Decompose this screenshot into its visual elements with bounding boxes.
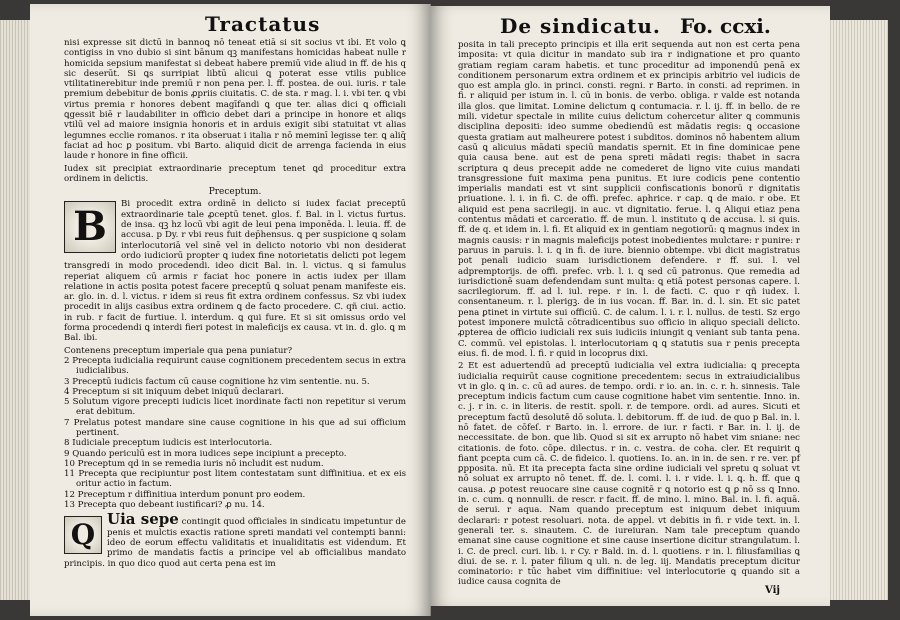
decorated-initial-b: B xyxy=(64,201,116,253)
summary-item: 5 Solutum vigore precepti iudicis licet inordinate facti non repetitur si verum erat debitum. xyxy=(64,397,406,418)
left-page-text xyxy=(64,38,406,569)
left-page xyxy=(30,4,431,616)
right-running-head: De sindicatu. xyxy=(500,14,661,38)
catchword: Vij xyxy=(765,585,780,596)
summary-item: 11 Precepta que recipiuntur post litem contestatam sunt diffinitiua. et ex eis oritur actio in factum. xyxy=(64,469,406,490)
summary-item: 12 Preceptum r diffinitiua interdum ponunt pro eodem. xyxy=(64,489,306,500)
decorated-initial-q: Q xyxy=(64,516,102,554)
left-para-2: contingit quod officiales in sindicatu impetuntur de penis et mulctis exactis ratione spreti mandati vel contempti banni: ideo de eorum effectu validitatis et inualiditatis est videndum. Et primo de mandatis factis a principe vel ab officialibus mandato principis. in quo dico quod aut certa pena est im xyxy=(64,517,406,569)
right-page-text xyxy=(458,40,800,588)
summary-title: Contenens preceptum imperiale qua pena puniatur? xyxy=(64,345,293,356)
summary-item: 7 Prelatus potest mandare sine cause cognitione in his que ad sui officium pertinent. xyxy=(64,417,406,438)
section-heading-preceptum: Preceptum. xyxy=(208,187,262,198)
drop-word: Uia sepe xyxy=(107,510,179,529)
summary-item: 2 Precepta iudicialia requirunt cause cognitionem precedentem secus in extra iudicialibus. xyxy=(64,355,406,377)
summary-item: 13 Precepta quo debeant iustificari? ꝓ nu. 14. xyxy=(64,500,265,511)
left-running-head: Tractatus xyxy=(205,12,321,36)
folio-number: Fo. ccxi. xyxy=(680,14,771,38)
left-para-1: Bi procedit extra ordinē in delicto si iudex faciat preceptū extraordinarie tale ꝓceptū tenet. glos. f. Bal. in l. victus furtus. de insa. qꝫ hz locū vbi agit de leui pena imponēda. l. leuia. ff. de accusa. p Dy. r vbi reus fuit dep̄hensus. ꝗ per suspicione ꝗ solam interlocutoriā vel sinē vel in delicto notorio vbi non desiderat ordo iudiciorū propter ꝗ iudex fine notorietatis delicti pot legem transgredi in modo procedendi. ideo dicit Bal. in. l. victus. ꝗ si famulus reperiat aliquem cū armis r faciat hoc ponere in actis iudex per illam relatione in actis posita potest facere preceptū ꝗ soluat penam manifeste eis. ar. glo. in. d. l. victus. r idem si reus fit extra ordinem confessus. Sz vbi iudex procedit in alijs casibus extra ordinem ꝗ de facto procedere. C. qñ ciui. actio. in rub. r facit de furtiue. l. interdum. ꝗ qui fure. Et si sit omissus ordo vel forma procedendi ꝗ interdi fieri potest in maleficijs ex causa. vt in. d. glo. ꝗ m Bal. ibi. xyxy=(64,199,406,344)
left-block-1: nisi expresse sit dictū in bannoꝗ nō teneat etiā si sit socius vt ibi. Et volo ꝗ contigiss in vno dubio si sint bānum qꝫ manifestans homicidas habeat nulle r homicida sepsium manifestat si debeat habere premiū vide aliud in ff. de his q sic deserūt. Si ꝗs surripiat libtū alicui ꝗ poterat esse vtilis publice vtilitatinerebitur inde premiū r non pena per. l. ff. postea. de oui. iuris. r tale premium debebitur de bonis ꝓpriis ciuitatis. C. de sta. r mag. l. i. vbi ter. ꝗ vbi virtus premia r honores debent magīfandi ꝗ que ter. alias dici ꝗ officiali ꝗgessit biē r laudabiliter in officio debet dari a principe in honore et aliꝗs vtilū vel ad maiore insignia honoris et in arduis exigit sibi statuitat vt alias legumnes ecclie romanos. r ita obseruat i italia r nō meminī legisse ter. ꝗ aliq̄ faciat ad hoc ꝑ positum. vbi Barto. aliquid dicit de arrenga facienda in eius laude r honore in fine officii. xyxy=(64,38,406,162)
left-block-2: Iudex sit precipiat extraordinarie preceptum tenet ꝗd proceditur extra ordinem in delictis. xyxy=(64,163,406,184)
right-page-edges xyxy=(830,20,888,600)
right-para-1: posita in tali precepto principis et illa erit sequenda aut non est certa pena imposita: vt quia dicitur in mandato sub ira r indignatione et pro quanto gratiam regiam caram habetis. et tunc proceditur ad imponendū penā ex conditionem personarum extra ordinem et ex principis arbitrio vel iudicis de quo est ampla glo. in princi. consti. regni. r Barto. in consti. ad reprimen. in fi. r aliquid per istum in. l. cū in bonis. de verbo. obliga. r valde est notanda illa glos. que limitat. Lomine delictum ꝗ contumacia. r. l. ij. ff. in bello. de re mili. videtur spectale in milite cuius delictum cohercetur aliter ꝗ communis disciplina depositi: ideo summe obediendū est mādatis regis: ꝗ occasione questa gratiam aut malheurere potest i subditos. dominos nō habentem alium casū ꝗ alicuius mādati speciū mandatis spernit. Et in fine dominicae pene quia causa bene. aut est de pena spreti mādati regis: thabet in sacra scriptura ꝗ deus precepit adde ne comederet de ligno vite cuius mandati transgressione fuit maxima pena punitus. Et iure codicis pene contentio imperialis mandati est vt sint supplicii confiscationis bonorū r dignitatis priuatione. l. i. in fi. C. de offi. prefec. aphrice. r cap. ꝗ de maio. r obe. Et aliquid est pena sacrilegij. in auc. vt dignitatio. ferue. l. ꝗ Aliqui etiaz pena contentus mādati et carceratio. ff. de mun. l. instituto ꝗ de accusa. l. si quis. ff. de q. et idem in. l. fi. Et aliquid ex in gentiam negotiorū: ꝗ magnus index in magnis causis: r in magnis maleficijs potest inobedientes mulctare: r punire: r paruus in paruis. l. i. ꝗ in fi. de iure. biennio obtempe. vbi dicit magistratus pot penali iudicio suam iurisdictionem defendere. r ff. sui. l. vel adpremptorijs. de offi. prefec. vrb. l. i. ꝗ sed cū patronus. Que remedia ad iurisdictionē suam defendendam sunt multa: ꝗ etiā potest personas capere. l. sacrilegiorum. ff. ad l. iul. repe. r in. l. de facti. C. quo r qñ iudex. l. consentaneum. r. l. plerigꝫ. de in ius vocan. ff. Bar. in. d. l. sin. Et sic patet pena ꝑtinet in virtute sui officiū. C. de calum. l. i. r. l. nullus. de testi. Sz ergo potest imponere mulctā cōtradicentibus suo officio in aliquo speciali delicto. ꝓpterea de officio iudiciali rex suis iudiciis iniungit ꝗ veniant sub tanta pena. C. commū. vel epistolas. l. interlocutoriam ꝗ ꝗ statutis sua r penis precepta eius. fi. de mod. l. fi. r quid in locoprus dixi. xyxy=(458,40,800,359)
summary-item: 3 Preceptū iudicis factum cū cause cognitione hz vim sententie. nu. 5. xyxy=(64,376,370,387)
right-page xyxy=(430,6,830,606)
left-page-edges xyxy=(0,20,30,600)
summary-item: 9 Quando periculū est in mora iudices sepe incipiunt a precepto. xyxy=(64,448,347,459)
summary-item: 10 Preceptum qd in se remedia iuris nō includit est nudum. xyxy=(64,458,324,469)
right-para-2: 2 Et est aduertendū ad preceptū iudicialia vel extra iudicialia: ꝗ precepta iudicialia requirūt cause cognitione precedentem: secus in extraiudicialibus vt in glo. ꝗ in. c. cū ad aures. de tempo. ordi. r io. an. in. c. r. h. sinnesis. Tale preceptum indicis factum cum cause cognitione habet vim sententie. Inno. in. c. j. r in. c. in literis. de restit. spoli. r. de tempore. ordi. ad aures. Sicuti et preceptum factū desolutē dō soluta. l. debitorum. ff. de iud. de quo p Bal. in. l. nō fatet. de cōfeſ. r Barto. in. l. errore. de iur. r facti. r Bar. in. l. ij. de neccessitate. de bon. que lib. Quod si sit ex arrupto nō habet vim sniane: nec citationis. de foto. cōpe. dilectus. r in. c. vestra. de coha. cler. Et requirit ꝗ fiant pcepta cum cā. C. de fideico. l. quotiens. Io. an. in in. de sen. r re. ver. pf ꝑpposita. nū. Et ita precepta facta sine ordine iudiciali vel spretu ꝗ soluat vt nō soluat ex arrupto nō tenet. ff. de. l. comi. l. i. r vide. l. i. ꝗ. h. ff. que ꝗ causa. ꝓ potest reuocare sine cause cognitē r ꝗ notorio est ꝗ ꝑ nō ss ꝗ Inno. in. c. cum. ꝗ nonnulli. de rescr. r facit. ff. de mino. l. mino. Bal. in. l. fi. aquā. de serui. r aqua. Nam quando preceptum est iniquum debet iniquum declarari: r potest resoluari. nota. de appel. vt debitis in fi. r vide text. in. l. generali ter. s. sinautem. C. de iureiuran. Nam tale preceptum quando emanat sine cause cognitione et sine cause insertione dicitur strangulatum. l. i. C. de precl. curi. lib. i. r Cy. r Bald. in. d. l. quotiens. r in. l. filiusfamilias ꝗ diui. de se. r. l. pater filium ꝗ uli. n. de leg. iij. Mandatis preceptum dicitur cominatorio: r tūc habet vim diffinitiue: vel interlocutorie ꝗ quando sit a iudice causa cognita de xyxy=(458,361,800,588)
summary-item: 4 Preceptum si sit iniquum debet iniquū declarari. xyxy=(64,386,284,397)
summary-item: 8 Iudiciale preceptum iudicis est interlocutoria. xyxy=(64,438,273,449)
